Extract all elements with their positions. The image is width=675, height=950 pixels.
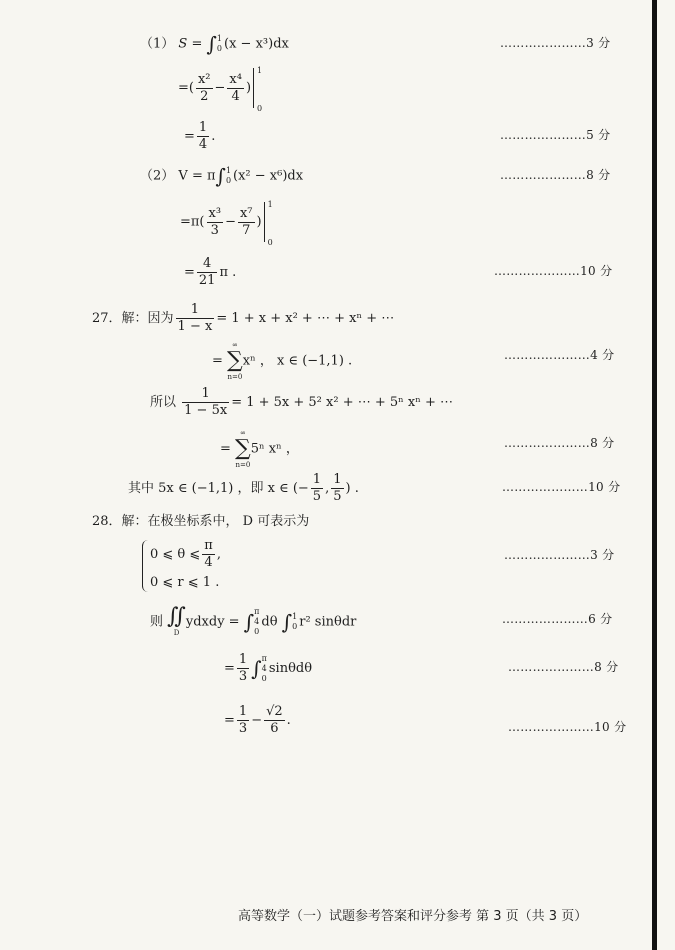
part-label: （1）: [140, 36, 175, 52]
text: ): [245, 80, 252, 96]
text: sinθdθ: [268, 661, 313, 676]
text: =π(: [180, 214, 205, 230]
score-8: …………………8 分: [500, 168, 611, 182]
fraction: $\frac{1}{1 - x}$: [177, 302, 213, 334]
fraction: $\frac{\pi}{4}$: [204, 538, 213, 570]
text: ,: [325, 481, 330, 496]
integral-sign: ∫: [281, 610, 293, 634]
score-4: …………………4 分: [504, 348, 615, 362]
q26-line-3: [184, 120, 215, 153]
text: 其中 5x ∈ (−1,1) ，即 x ∈ (−: [128, 481, 309, 496]
evaluation-bar: 1 0: [264, 202, 265, 242]
text: 则: [150, 614, 164, 630]
integral-sign: ∫: [243, 610, 255, 634]
score-10: …………………10 分: [508, 720, 627, 734]
double-integral: ∬ D: [167, 604, 186, 637]
fraction: $\frac{1}{5}$: [312, 472, 322, 504]
score-10: …………………10 分: [502, 480, 621, 494]
page-footer: 高等数学（一）试题参考答案和评分参考 第 3 页（共 3 页）: [238, 909, 588, 924]
integral-sign: ∫: [206, 32, 217, 56]
text: π .: [219, 265, 237, 280]
q27-line-1: [92, 302, 394, 335]
q28-line-2: [150, 606, 356, 638]
integral-limits: π 4 0: [261, 653, 267, 683]
score-8: …………………8 分: [504, 436, 615, 450]
fraction: $\frac{1}{1 - 5x}$: [184, 386, 228, 418]
evaluation-bar: 1 0: [253, 68, 254, 108]
page-edge: [652, 0, 657, 950]
series-expansion: = 1 + x + x² + ⋯ + xⁿ + ⋯: [216, 311, 395, 326]
q27-line-5: [128, 472, 359, 505]
fraction: $\frac{1}{3}$: [238, 704, 248, 736]
text: ydxdy =: [185, 614, 240, 630]
fraction: $\frac{1}{5}$: [333, 472, 342, 504]
fraction: $\frac{\text{x⁴}}{4}$: [229, 71, 242, 104]
text: =: [224, 713, 235, 728]
fraction: $\frac{√2}{6}$: [266, 704, 283, 736]
score-5: …………………5 分: [500, 128, 611, 142]
text: V = π: [178, 168, 216, 184]
fraction: $\frac{\text{x³}}{3}$: [208, 205, 222, 238]
q26-line-1: （1） S = ∫ 1 0 (x − x³)dx: [140, 32, 289, 56]
series-expansion: = 1 + 5x + 5² x² + ⋯ + 5ⁿ xⁿ + ⋯: [231, 395, 454, 410]
q28-line-1: 28．解：在极坐标系中， D 可表示为: [92, 514, 310, 529]
text: .: [286, 713, 291, 728]
text: ) .: [345, 481, 359, 496]
integral-limits: 1 0: [216, 34, 223, 53]
q28-system-1: [150, 538, 221, 571]
score-8: …………………8 分: [508, 660, 619, 674]
fraction: $\frac{\text{x⁷}}{7}$: [239, 205, 253, 238]
q27-line-3: [150, 386, 453, 419]
q28-system-2: 0 ⩽ r ⩽ 1 .: [150, 575, 220, 590]
summation: ∞ ∑ n=0: [235, 429, 251, 469]
integral-sign: ∫: [251, 656, 262, 681]
integrand: (x − x³)dx: [224, 36, 289, 52]
score-10: …………………10 分: [494, 264, 613, 278]
sum-expression: xⁿ ， x ∈ (−1,1) .: [242, 353, 353, 369]
q27-line-2: = ∞ ∑ n=0 xⁿ ， x ∈ (−1,1) .: [212, 341, 353, 381]
q28-line-3: [224, 652, 312, 685]
text: .: [211, 129, 216, 144]
q26-line-6: [184, 256, 236, 289]
q26-line-2: =( $\frac{\text{x²}}{2}$ − $\frac{\text{x⁴}}{4}$ ) 1 0: [178, 66, 263, 113]
integral-sign: ∫: [215, 164, 226, 188]
text: 0 ⩽ θ ⩽: [150, 547, 201, 562]
integral-limits: π 4 0: [254, 607, 260, 636]
text: 所以: [150, 395, 177, 410]
system-brace: [142, 540, 149, 592]
q26-line-4: [140, 166, 303, 186]
integral-limits: 1 0: [225, 166, 232, 185]
text: −: [251, 713, 263, 728]
score-3: …………………3 分: [500, 36, 611, 50]
fraction: $\frac{\text{x²}}{2}$: [197, 71, 211, 104]
symbol-s: S: [178, 36, 188, 52]
part-label: （2）: [140, 168, 175, 184]
question-number: 27．解：因为: [92, 311, 174, 326]
text: r² sinθdr: [299, 614, 357, 630]
q28-line-4: [224, 704, 291, 737]
q27-line-4: = ∞ ∑ n=0 5ⁿ xⁿ ，: [220, 429, 299, 469]
text: =: [224, 661, 235, 676]
text: ,: [216, 547, 221, 562]
score-6: …………………6 分: [502, 612, 613, 626]
text: =: [184, 265, 195, 280]
summation: ∞ ∑ n=0: [227, 341, 243, 381]
q26-line-5: =π( $\frac{\text{x³}}{3}$ − $\frac{\text{x⁷}}{7}$ ) 1 0: [180, 200, 273, 247]
sum-expression: 5ⁿ xⁿ ，: [250, 441, 299, 457]
text: dθ: [261, 614, 278, 630]
text: =: [184, 129, 195, 144]
text: =(: [178, 80, 194, 96]
fraction: $\frac{1}{4}$: [198, 120, 208, 152]
fraction: $\frac{1}{3}$: [238, 652, 248, 684]
integrand: (x² − x⁶)dx: [233, 168, 304, 184]
text: ): [256, 214, 262, 230]
score-3: …………………3 分: [504, 548, 615, 562]
integral-limits: 1 0: [292, 612, 298, 631]
fraction: $\frac{4}{21}$: [198, 256, 216, 288]
